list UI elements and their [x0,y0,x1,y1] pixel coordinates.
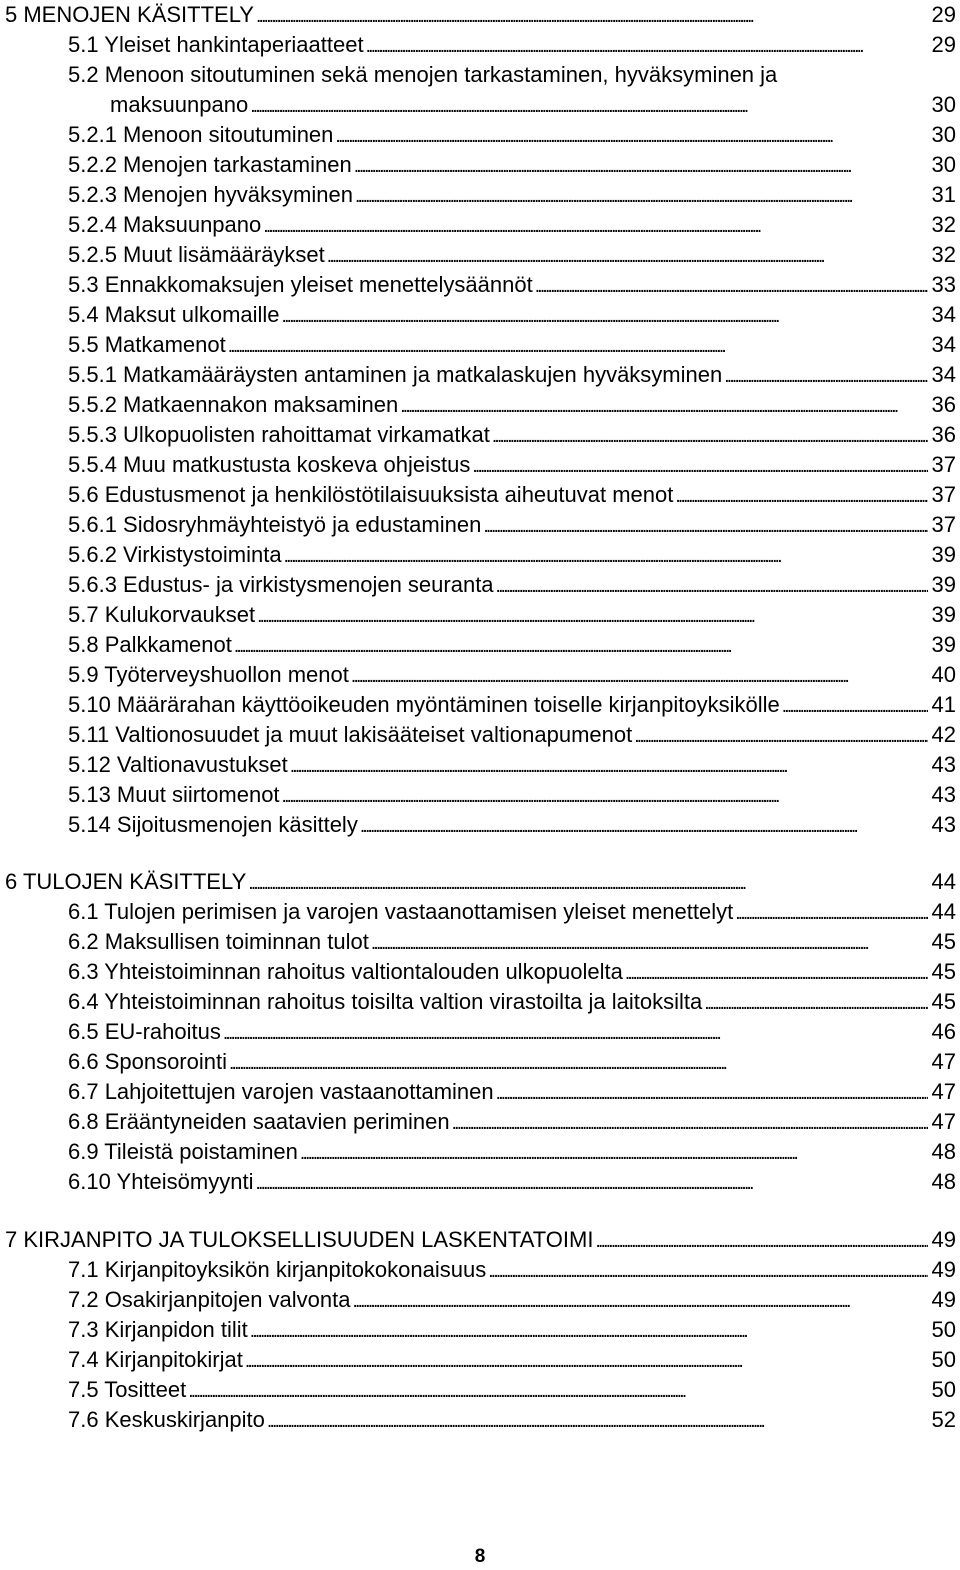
toc-entry[interactable] [0,1375,956,1405]
toc-entry-title: 5.2.1 Menoon sitoutuminen [68,122,334,147]
toc-entry-page: 48 [931,1169,956,1194]
toc-entry-page: 42 [931,722,956,747]
toc-entry[interactable] [0,1167,956,1197]
toc-entry-page: 39 [931,632,956,657]
toc-entry-page: 39 [931,542,956,567]
toc-entry[interactable] [0,1285,956,1315]
toc-entry-title: 7 KIRJANPITO JA TULOKSELLISUUDEN LASKENTATOIMI [5,1227,594,1252]
toc-entry[interactable] [0,510,956,540]
dot-leader [595,1227,927,1257]
toc-entry[interactable] [0,330,956,360]
dot-leader [250,92,927,122]
toc-entry-page: 43 [931,752,956,777]
toc-entry[interactable] [0,957,956,987]
dot-leader [351,662,928,692]
toc-entry-title: 5.5.2 Matkaennakon maksaminen [68,392,399,417]
toc-entry[interactable] [0,360,956,390]
dot-leader [355,182,928,212]
dot-leader [245,1347,928,1377]
toc-entry-title: 6.6 Sponsorointi [68,1049,227,1074]
toc-entry-title: 5.6.2 Virkistystoiminta [68,542,282,567]
dot-leader [483,512,927,542]
toc-entry[interactable] [0,90,956,120]
toc-entry-page: 30 [931,92,956,117]
toc-entry-title: 5.1 Yleiset hankintaperiaatteet [68,32,364,57]
toc-entry-page: 43 [931,782,956,807]
toc-entry-title: 7.6 Keskuskirjanpito [68,1407,265,1432]
dot-leader [371,929,928,959]
toc-entry[interactable] [0,450,956,480]
toc-entry-page: 50 [931,1347,956,1372]
toc-entry-title: 5.14 Sijoitusmenojen käsittely [68,812,358,837]
toc-entry-page: 39 [931,602,956,627]
toc-entry[interactable] [0,897,956,927]
toc-entry[interactable] [0,987,956,1017]
dot-leader [353,1287,928,1317]
toc-entry-title: 5.5.1 Matkamääräysten antaminen ja matkalaskujen hyväksyminen [68,362,723,387]
toc-entry-title: 7.2 Osakirjanpitojen valvonta [68,1287,351,1312]
toc-entry-title: 6.1 Tulojen perimisen ja varojen vastaanottamisen yleiset menettelyt [68,899,734,924]
toc-entry[interactable] [0,1225,956,1255]
dot-leader [496,1079,928,1109]
dot-leader [229,1049,928,1079]
toc-entry[interactable] [0,630,956,660]
toc-entry-page: 36 [931,422,956,447]
dot-leader [223,1019,928,1049]
toc-entry-title: 5.2.4 Maksuunpano [68,212,262,237]
toc-entry-title: 6.9 Tileistä poistaminen [68,1139,298,1164]
toc-entry-page: 45 [931,959,956,984]
toc-entry-title: 6.7 Lahjoitettujen varojen vastaanottaminen [68,1079,494,1104]
dot-leader [634,722,927,752]
toc-entry-page: 43 [931,812,956,837]
toc-entry-page: 37 [931,482,956,507]
toc-entry-page: 30 [931,122,956,147]
toc-entry-title: 5.2.5 Muut lisämääräykset [68,242,325,267]
dot-leader [282,782,928,812]
toc-entry-page: 32 [931,242,956,267]
toc-entry[interactable] [0,780,956,810]
toc-entry-page: 49 [931,1287,956,1312]
toc-entry[interactable] [0,660,956,690]
dot-leader [250,1317,928,1347]
toc-entry-page: 29 [931,2,956,27]
toc-entry-title: 6.2 Maksullisen toiminnan tulot [68,929,369,954]
toc-entry[interactable] [0,1017,956,1047]
toc-entry[interactable] [0,927,956,957]
dot-leader [724,362,927,392]
toc-entry-page: 41 [931,692,956,717]
toc-entry-title: 6.3 Yhteistoiminnan rahoitus valtiontalouden ulkopuolelta [68,959,623,984]
toc-entry-title: 5.5.4 Muu matkustusta koskeva ohjeistus [68,452,471,477]
toc-entry-title: 5.4 Maksut ulkomaille [68,302,280,327]
toc-entry-title: 5.5 Matkamenot [68,332,226,357]
toc-entry-page: 31 [931,182,956,207]
toc-entry-title: 5.3 Ennakkomaksujen yleiset menettelysäännöt [68,272,533,297]
dot-leader [472,452,927,482]
toc-entry-page: 47 [931,1109,956,1134]
dot-leader [782,692,928,722]
toc-entry-title: 6.8 Erääntyneiden saatavien periminen [68,1109,450,1134]
dot-leader [452,1109,928,1139]
toc-entry-page: 39 [931,572,956,597]
toc-entry[interactable] [0,30,956,60]
toc-entry[interactable] [0,540,956,570]
toc-entry-title: 5.6.3 Edustus- ja virkistysmenojen seuranta [68,572,494,597]
toc-entry-title: 7.4 Kirjanpitokirjat [68,1347,243,1372]
toc-entry[interactable] [0,180,956,210]
toc-entry[interactable] [0,420,956,450]
toc-entry-title: 5.7 Kulukorvaukset [68,602,256,627]
toc-entry-title: 5 MENOJEN KÄSITTELY [5,2,254,27]
dot-leader [625,959,928,989]
dot-leader [257,602,927,632]
toc-entry-page: 44 [931,899,956,924]
toc-entry-page: 33 [931,272,956,297]
toc-entry[interactable] [0,1137,956,1167]
toc-entry-title: 7.1 Kirjanpitoyksikön kirjanpitokokonaisuus [68,1257,487,1282]
toc-entry-title: 5.10 Määrärahan käyttöoikeuden myöntäminen toiselle kirjanpitoyksikölle [68,692,780,717]
toc-entry-page: 37 [931,452,956,477]
toc-entry[interactable] [0,867,956,897]
toc-entry[interactable] [0,600,956,630]
toc-entry-title: 5.2.2 Menojen tarkastaminen [68,152,352,177]
dot-leader [704,989,927,1019]
toc-entry-title: 5.11 Valtionosuudet ja muut lakisääteiset valtionapumenot [68,722,633,747]
dot-leader [228,332,928,362]
page-number: 8 [474,1546,486,1567]
dot-leader [327,242,928,272]
dot-leader [256,2,928,32]
toc-entry-page: 30 [931,152,956,177]
toc-entry[interactable] [0,1345,956,1375]
toc-entry-page: 48 [931,1139,956,1164]
dot-leader [234,632,928,662]
toc-entry-title: 6 TULOJEN KÄSITTELY [5,869,247,894]
dot-leader [263,212,927,242]
toc-entry[interactable] [0,810,956,840]
toc-entry-title: 5.12 Valtionavustukset [68,752,288,777]
toc-entry-title: 6.5 EU-rahoitus [68,1019,221,1044]
toc-entry[interactable] [0,1405,956,1435]
toc-entry[interactable] [0,0,956,30]
toc-entry-title: 5.6.1 Sidosryhmäyhteistyö ja edustaminen [68,512,482,537]
toc-entry-page: 46 [931,1019,956,1044]
dot-leader [300,1139,928,1169]
dot-leader [675,482,927,512]
toc-entry-page: 49 [931,1257,956,1282]
dot-leader [496,572,928,602]
dot-leader [735,899,927,929]
toc-entry-title: 6.4 Yhteistoiminnan rahoitus toisilta valtion virastoilta ja laitoksilta [68,989,703,1014]
toc-entry-title: 5.2.3 Menojen hyväksyminen [68,182,353,207]
toc-entry-page: 44 [931,869,956,894]
dot-leader [335,122,927,152]
toc-entry[interactable] [0,1077,956,1107]
dot-leader [360,812,928,842]
toc-entry-title: 5.2 Menoon sitoutuminen sekä menojen tarkastaminen, hyväksyminen ja [68,62,778,87]
toc-entry[interactable] [0,750,956,780]
dot-leader [488,1257,927,1287]
dot-leader [255,1169,927,1199]
toc-entry-title: 5.5.3 Ulkopuolisten rahoittamat virkamatkat [68,422,490,447]
toc-entry-page: 47 [931,1079,956,1104]
toc-entry-page: 40 [931,662,956,687]
toc-entry-page: 47 [931,1049,956,1074]
toc-entry-page: 45 [931,929,956,954]
toc-entry[interactable] [0,120,956,150]
toc-entry[interactable] [0,480,956,510]
toc-entry[interactable] [0,1255,956,1285]
toc-entry[interactable] [0,300,956,330]
dot-leader [366,32,928,62]
toc-entry-page: 34 [931,362,956,387]
dot-leader [267,1407,928,1437]
toc-entry-title: 7.5 Tositteet [68,1377,187,1402]
toc-entry[interactable] [0,60,956,90]
toc-entry-page: 37 [931,512,956,537]
toc-entry[interactable] [0,390,956,420]
toc-entry-page: 34 [931,302,956,327]
toc-entry-page: 49 [931,1227,956,1252]
dot-leader [400,392,927,422]
toc-entry[interactable] [0,720,956,750]
toc-entry[interactable] [0,1107,956,1137]
toc-entry[interactable] [0,240,956,270]
toc-entry-page: 52 [931,1407,956,1432]
toc-entry-page: 36 [931,392,956,417]
toc-entry-page: 34 [931,332,956,357]
dot-leader [188,1377,927,1407]
dot-leader [535,272,928,302]
toc-entry-page: 45 [931,989,956,1014]
dot-leader [248,869,927,899]
toc-entry[interactable] [0,270,956,300]
dot-leader [290,752,928,782]
dot-leader [284,542,928,572]
toc-entry-page: 50 [931,1377,956,1402]
toc-entry[interactable] [0,1315,956,1345]
dot-leader [282,302,928,332]
toc-entry-title: 6.10 Yhteisömyynti [68,1169,254,1194]
toc-entry-title: 5.9 Työterveyshuollon menot [68,662,349,687]
toc-entry-title: 7.3 Kirjanpidon tilit [68,1317,248,1342]
toc-entry-page: 50 [931,1317,956,1342]
toc-entry[interactable] [0,1047,956,1077]
dot-leader [492,422,928,452]
toc-entry-page: 32 [931,212,956,237]
toc-entry[interactable] [0,690,956,720]
toc-entry[interactable] [0,210,956,240]
toc-entry-title: maksuunpano [110,92,249,117]
toc-entry-page: 29 [931,32,956,57]
toc-entry[interactable] [0,570,956,600]
dot-leader [354,152,928,182]
toc-entry[interactable] [0,150,956,180]
toc-entry-title: 5.8 Palkkamenot [68,632,232,657]
toc-entry-title: 5.6 Edustusmenot ja henkilöstötilaisuuksista aiheutuvat menot [68,482,674,507]
toc-entry-title: 5.13 Muut siirtomenot [68,782,280,807]
